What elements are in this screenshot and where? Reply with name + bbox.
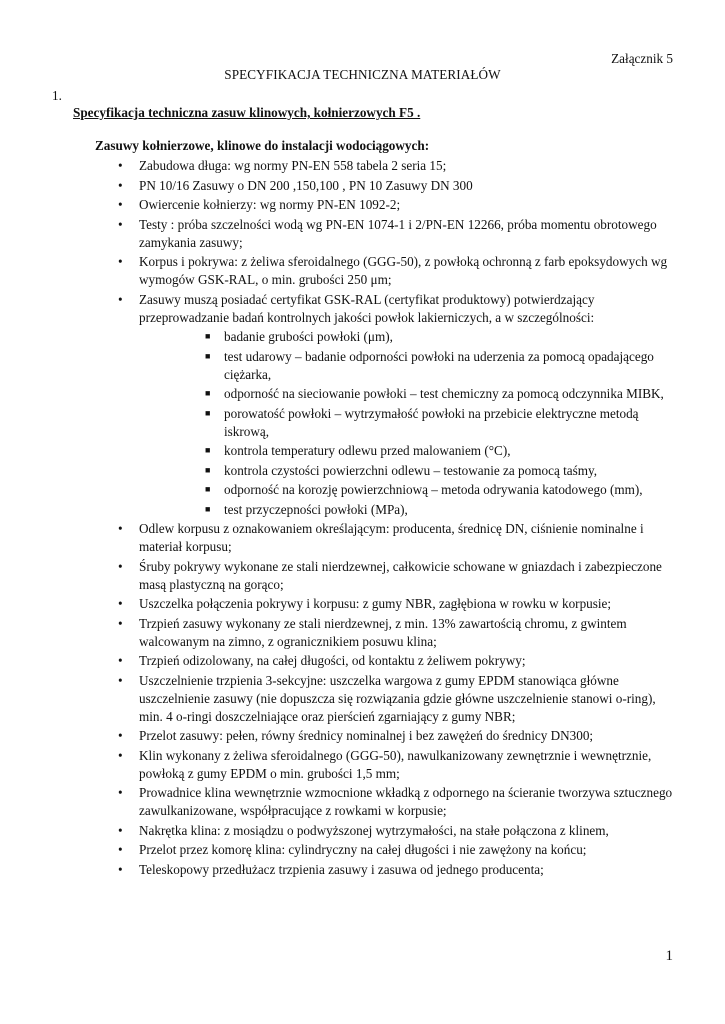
bullet-icon: • (118, 842, 123, 857)
list-item: • Prowadnice klina wewnętrznie wzmocnione wkładką z odpornego na ścieranie tworzywa sztucznego zawulkanizowane, współpracujące z rowkami w korpusie; (118, 785, 673, 818)
sub-list-item: ■ porowatość powłoki – wytrzymałość powłoki na przebicie elektryczne metodą iskrową, (205, 405, 639, 439)
bullet-icon: • (118, 747, 123, 763)
annex-label: Załącznik 5 (611, 51, 673, 66)
list-item: • Trzpień zasuwy wykonany ze stali nierdzewnej, z min. 13% zawartością chromu, z gwintem walcowanym na zimno, z ogranicznikiem posuwu klina; (118, 615, 627, 649)
list-item: • Trzpień odizolowany, na całej długości, od kontaktu z żeliwem pokrywy; (118, 653, 526, 668)
square-bullet-icon: ■ (205, 388, 211, 398)
bullet-icon: • (118, 672, 123, 688)
list-item: • PN 10/16 Zasuwy o DN 200 ,150,100 , PN 10 Zasuwy DN 300 (118, 177, 473, 193)
sub-list-item: ■ kontrola czystości powierzchni odlewu – testowanie za pomocą taśmy, (205, 462, 598, 478)
bullet-icon: • (118, 558, 123, 574)
bullet-icon: • (118, 861, 123, 877)
list-item: • Korpus i pokrywa: z żeliwa sferoidalnego (GGG-50), z powłoką ochronną z farb epoksydowych wg wymogów GSK-RAL, o min. grubości 250 μm; (118, 254, 668, 287)
bullet-icon: • (118, 521, 123, 536)
bullet-icon: • (118, 596, 123, 611)
square-bullet-icon: ■ (205, 407, 211, 418)
list-item: • Przelot zasuwy: pełen, równy średnicy nominalnej i bez zawężeń do średnicy DN300; (118, 728, 594, 743)
square-bullet-icon: ■ (205, 350, 211, 361)
list-item: • Odlew korpusu z oznakowaniem określającym: producenta, średnicę DN, ciśnienie nominalne i materiał korpusu; (118, 521, 644, 554)
bullet-icon: • (118, 291, 123, 307)
coating-tests-list (0, 328, 725, 519)
bullet-icon: • (118, 254, 123, 269)
list-item: • Uszczelka połączenia pokrywy i korpusu: z gumy NBR, zagłębiona w rowku w korpusie; (118, 596, 612, 611)
list-item: • Zasuwy muszą posiadać certyfikat GSK-RAL (certyfikat produktowy) potwierdzający przeprowadzanie badań kontrolnych jakości powłok lakierniczych, a w szczególności: (118, 291, 595, 325)
list-item: • Nakrętka klina: z mosiądzu o podwyższonej wytrzymałości, na stałe połączona z klinem, (118, 822, 609, 838)
specification-list-continued (0, 520, 725, 879)
list-item: • Testy : próba szczelności wodą wg PN-EN 1074-1 i 2/PN-EN 12266, próba momentu obrotowego zamykania zasuwy; (118, 216, 657, 250)
section-title: Specyfikacja techniczna zasuw klinowych, kołnierzowych F5 . (73, 105, 421, 120)
list-item: • Przelot przez komorę klina: cylindryczny na całej długości i nie zawężony na końcu; (118, 842, 587, 857)
square-bullet-icon: ■ (205, 331, 211, 341)
bullet-icon: • (118, 197, 123, 212)
square-bullet-icon: ■ (205, 445, 211, 455)
square-bullet-icon: ■ (205, 464, 211, 475)
bullet-icon: • (118, 822, 123, 838)
bullet-icon: • (118, 785, 123, 800)
sub-list-item: ■ test udarowy – badanie odporności powłoki na uderzenia za pomocą opadającego ciężarka, (205, 348, 654, 382)
sub-list-item: ■ odporność na korozję powierzchniową – metoda odrywania katodowego (mm), (205, 482, 643, 497)
bullet-icon: • (118, 653, 123, 668)
bullet-icon: • (118, 158, 123, 173)
section-number: 1. (52, 88, 62, 103)
page-number: 1 (665, 948, 673, 964)
list-item: • Zabudowa długa: wg normy PN-EN 558 tabela 2 seria 15; (118, 158, 447, 173)
list-item: • Klin wykonany z żeliwa sferoidalnego (GGG-50), nawulkanizowany zewnętrznie i wewnętrznie, powłoką z gumy EPDM o min. grubości 1,5 mm; (118, 747, 652, 781)
section-subtitle: Zasuwy kołnierzowe, klinowe do instalacji wodociągowych: (95, 138, 430, 153)
specification-list (0, 157, 725, 327)
bullet-icon: • (118, 728, 123, 743)
sub-list-item: ■ kontrola temperatury odlewu przed malowaniem (°C), (205, 443, 511, 458)
list-item: • Uszczelnienie trzpienia 3-sekcyjne: uszczelka wargowa z gumy EPDM stanowiąca główne uszczelnienie zasuwy (nie dopuszcza się rozwiązania gdzie główne uszczelnienie stanowi o-ring), min. 4 o-ringi doszczelniające oraz pierścień zgarniający z gumy NBR; (118, 672, 656, 724)
bullet-icon: • (118, 216, 123, 232)
sub-list-item: ■ odporność na sieciowanie powłoki – test chemiczny za pomocą odczynnika MIBK, (205, 386, 664, 401)
list-item: • Śruby pokrywy wykonane ze stali nierdzewnej, całkowicie schowane w gniazdach i zabezpieczone masą plastyczną na gorąco; (118, 558, 662, 592)
bullet-icon: • (118, 615, 123, 631)
list-item: • Owiercenie kołnierzy: wg normy PN-EN 1092-2; (118, 197, 401, 212)
specification-content (0, 157, 725, 880)
square-bullet-icon: ■ (205, 484, 211, 494)
sub-list-item: ■ badanie grubości powłoki (μm), (205, 329, 393, 344)
page-title: SPECYFIKACJA TECHNICZNA MATERIAŁÓW (224, 67, 501, 82)
bullet-icon: • (118, 177, 123, 193)
list-item: • Teleskopowy przedłużacz trzpienia zasuwy i zasuwa od jednego producenta; (118, 861, 544, 877)
square-bullet-icon: ■ (205, 503, 211, 514)
sub-list-item: ■ test przyczepności powłoki (MPa), (205, 501, 408, 517)
